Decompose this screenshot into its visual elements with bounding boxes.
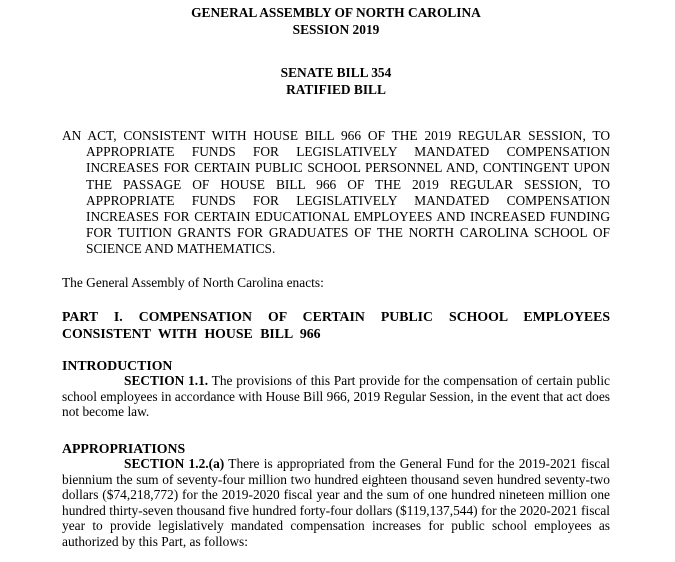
section-heading-appropriations: APPROPRIATIONS bbox=[62, 441, 186, 456]
assembly-header bbox=[62, 4, 610, 38]
assembly-name: GENERAL ASSEMBLY OF NORTH CAROLINA bbox=[191, 5, 481, 20]
enacting-clause: The General Assembly of North Carolina enacts: bbox=[62, 275, 324, 290]
part-heading: PART I. COMPENSATION OF CERTAIN PUBLIC SCHOOL EMPLOYEES CONSISTENT WITH HOUSE BILL 966 bbox=[62, 309, 610, 341]
section-1-2a bbox=[62, 456, 610, 550]
bill-header bbox=[62, 64, 610, 98]
act-title: AN ACT, CONSISTENT WITH HOUSE BILL 966 OF THE 2019 REGULAR SESSION, TO APPROPRIATE FUNDS FOR LEGISLATIVELY MANDATED COMPENSATION INCREASES FOR CERTAIN PUBLIC SCHOOL PERSONNEL AND, CONTINGENT UPON THE PASSAGE OF HOUSE BILL 966 OF THE 2019 REGULAR SESSION, TO APPROPRIATE FUNDS FOR LEGISLATIVELY MANDATED COMPENSATION INCREASES FOR CERTAIN EDUCATIONAL EMPLOYEES AND INCREASED FUNDING FOR TUITION GRANTS FOR GRADUATES OF THE NORTH CAROLINA SCHOOL OF SCIENCE AND MATHEMATICS. bbox=[62, 128, 610, 257]
section-heading-introduction: INTRODUCTION bbox=[62, 358, 173, 373]
section-text: The provisions of this Part provide for the compensation of certain public school employees in accordance with House Bill 966, 2019 Regular Session, in the event that act does not become law. bbox=[62, 373, 610, 420]
section-label: SECTION 1.1. bbox=[124, 373, 209, 388]
section-text: There is appropriated from the General Fund for the 2019-2021 fiscal biennium the sum of seventy-four million two hundred eighteen thousand seven hundred seventy-two dollars ($74,218,772) for the 2019-2020 fiscal year and the sum of one hundred nineteen million one hundred thirty-seven thousand five hundred forty-four dollars ($119,137,544) for the 2020-2021 fiscal year to provide legislatively mandated compensation increases for public school employees as authorized by this Part, as follows: bbox=[62, 456, 611, 549]
section-1-1 bbox=[62, 373, 610, 420]
section-label: SECTION 1.2.(a) bbox=[124, 456, 225, 471]
bill-number: SENATE BILL 354 bbox=[280, 65, 392, 80]
act-title-block bbox=[62, 128, 610, 258]
bill-status: RATIFIED BILL bbox=[286, 82, 386, 97]
session-label: SESSION 2019 bbox=[292, 22, 380, 37]
